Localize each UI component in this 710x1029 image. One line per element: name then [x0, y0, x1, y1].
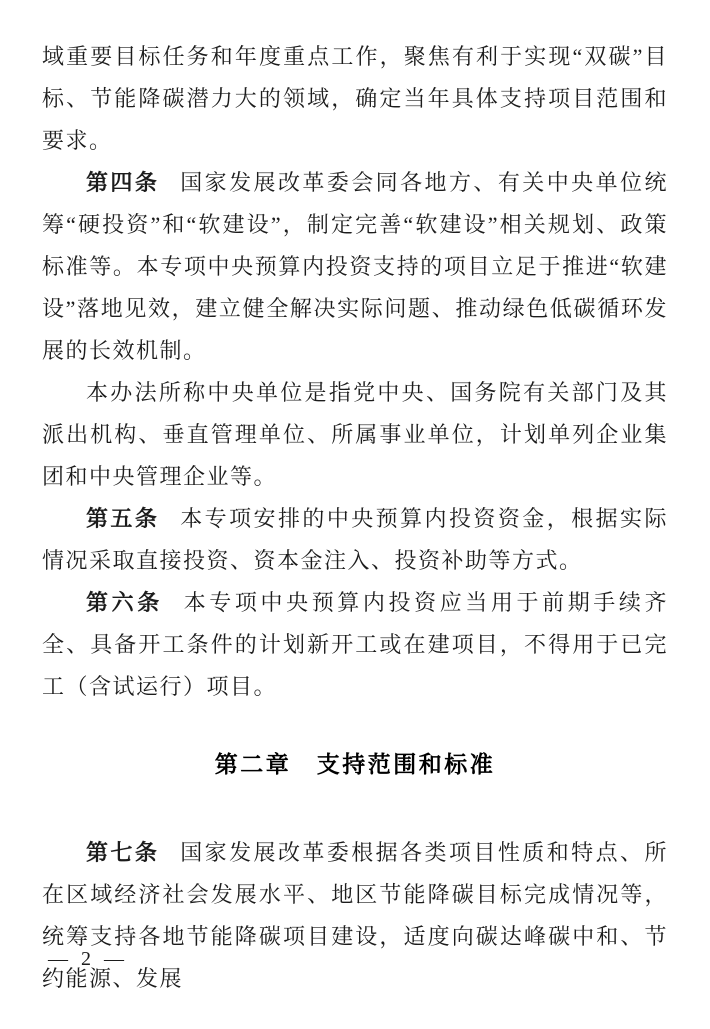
- article-number: 第四条: [86, 170, 160, 195]
- document-body-bottom: [42, 832, 668, 1000]
- paragraph: [42, 582, 668, 708]
- paragraph-text: 国家发展改革委根据各类项目性质和特点、所在区域经济社会发展水平、地区节能降碳目标完成情况等，统筹支持各地节能降碳项目建设，适度向碳达峰碳中和、节约能源、发展: [42, 840, 668, 991]
- paragraph: [42, 832, 668, 1000]
- chapter-heading: 第二章 支持范围和标准: [214, 751, 496, 777]
- page-number: — 2 —: [48, 948, 128, 970]
- page-footer: [48, 948, 128, 971]
- article-number: 第七条: [86, 840, 160, 865]
- paragraph: [42, 498, 668, 582]
- paragraph-text: 本办法所称中央单位是指党中央、国务院有关部门及其派出机构、垂直管理单位、所属事业单位，计划单列企业集团和中央管理企业等。: [42, 380, 668, 489]
- paragraph: [42, 372, 668, 498]
- paragraph: [42, 36, 668, 162]
- paragraph-text: 国家发展改革委会同各地方、有关中央单位统筹“硬投资”和“软建设”，制定完善“软建设”相关规划、政策标准等。本专项中央预算内投资支持的项目立足于推进“软建设”落地见效，建立健全解决实际问题、推动绿色低碳循环发展的长效机制。: [42, 170, 668, 363]
- paragraph-text: 域重要目标任务和年度重点工作，聚焦有利于实现“双碳”目标、节能降碳潜力大的领域，确定当年具体支持项目范围和要求。: [42, 44, 668, 153]
- article-number: 第五条: [86, 506, 160, 531]
- paragraph-text: 本专项中央预算内投资应当用于前期手续齐全、具备开工条件的计划新开工或在建项目，不得用于已完工（含试运行）项目。: [42, 590, 668, 699]
- document-body-top: [42, 36, 668, 708]
- article-number: 第六条: [86, 590, 163, 615]
- paragraph: [42, 162, 668, 372]
- paragraph-text: 本专项安排的中央预算内投资资金，根据实际情况采取直接投资、资本金注入、投资补助等方式。: [42, 506, 668, 573]
